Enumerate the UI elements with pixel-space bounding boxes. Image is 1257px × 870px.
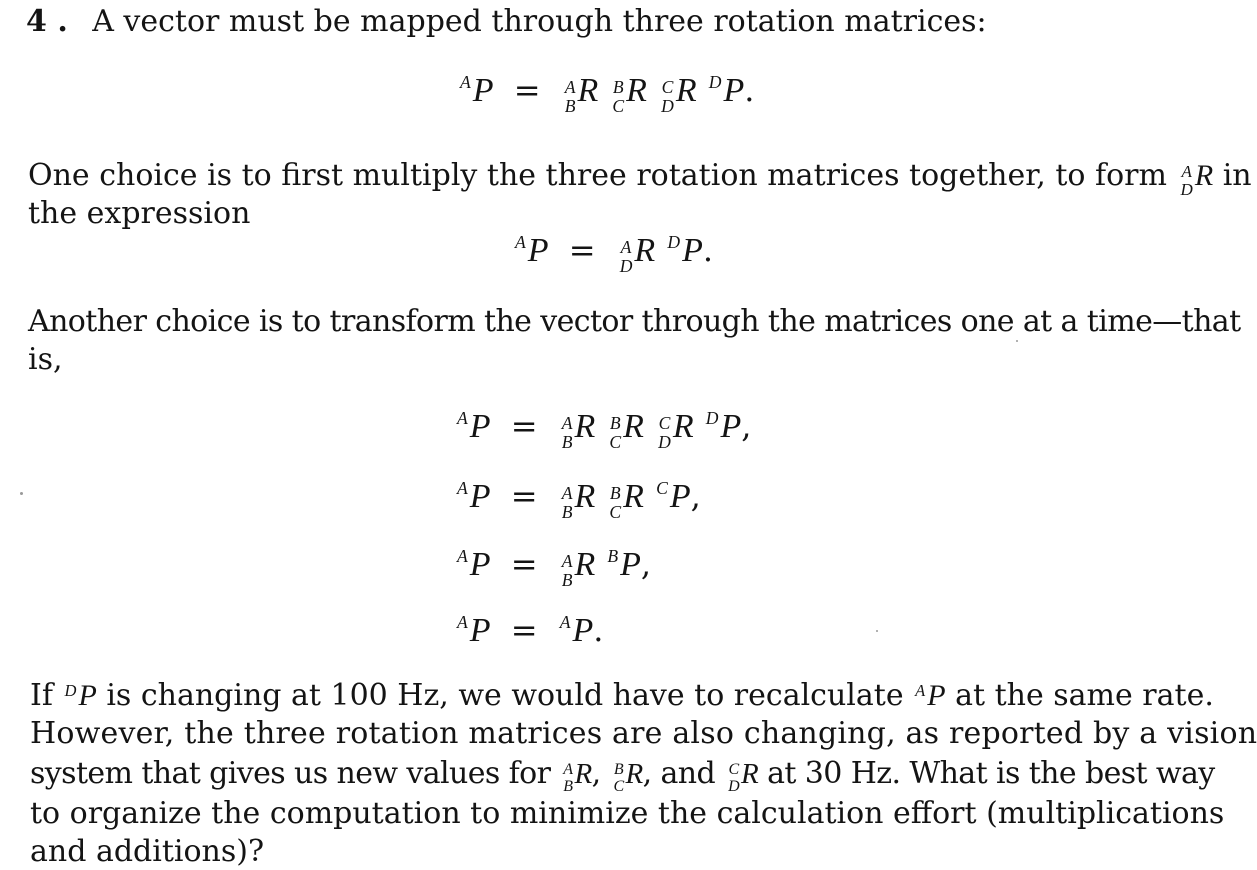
paragraph-three-line-3: system that gives us new values for A B R, B C R, and C D R at 30 Hz. What is the best way [30,756,1215,795]
paragraph-three-line-1: If $^D$P is changing at 100 Hz, we would have to recalculate $^A$P at the same rate. [30,678,1214,713]
paragraph-three-line-4: to organize the computation to minimize the calculation effort (multiplications [30,796,1225,831]
paragraph-two-line-1: Another choice is to transform the vector through the matrices one at a time—that [28,304,1241,339]
scan-speck [876,630,878,632]
equation-combined: $^A$P = A D R $^D$P. [515,231,714,276]
equation-step-2: $^A$P = A B R B C R $^C$P, [457,477,701,522]
paragraph-one-line-2: the expression [28,196,251,231]
problem-intro-text: A vector must be mapped through three rotation matrices: [92,4,987,39]
equation-step-3: $^A$P = A B R $^B$P, [457,545,652,590]
scan-speck [20,492,23,495]
paragraph-one-text: One choice is to first multiply the three rotation matrices together, to form [28,158,1167,193]
paragraph-three-line-5: and additions)? [30,834,265,869]
paragraph-three-line-2: However, the three rotation matrices are also changing, as reported by a vision [30,716,1257,751]
equation-step-4: $^A$P = $^A$P. [457,611,604,649]
number-dot: . [46,4,79,39]
problem-number: 4 [26,4,47,39]
scan-speck [1016,340,1018,342]
paragraph-two-line-2: is, [28,342,63,377]
equation-step-1: $^A$P = A B R B C R C D R $^D$P, [457,407,752,452]
paragraph-one-line-1: One choice is to first multiply the three rotation matrices together, to form A D R in [28,158,1252,199]
problem-intro-line [26,4,987,40]
equation-chain: $^A$P = A B R B C R C D R $^D$P. [460,71,755,116]
